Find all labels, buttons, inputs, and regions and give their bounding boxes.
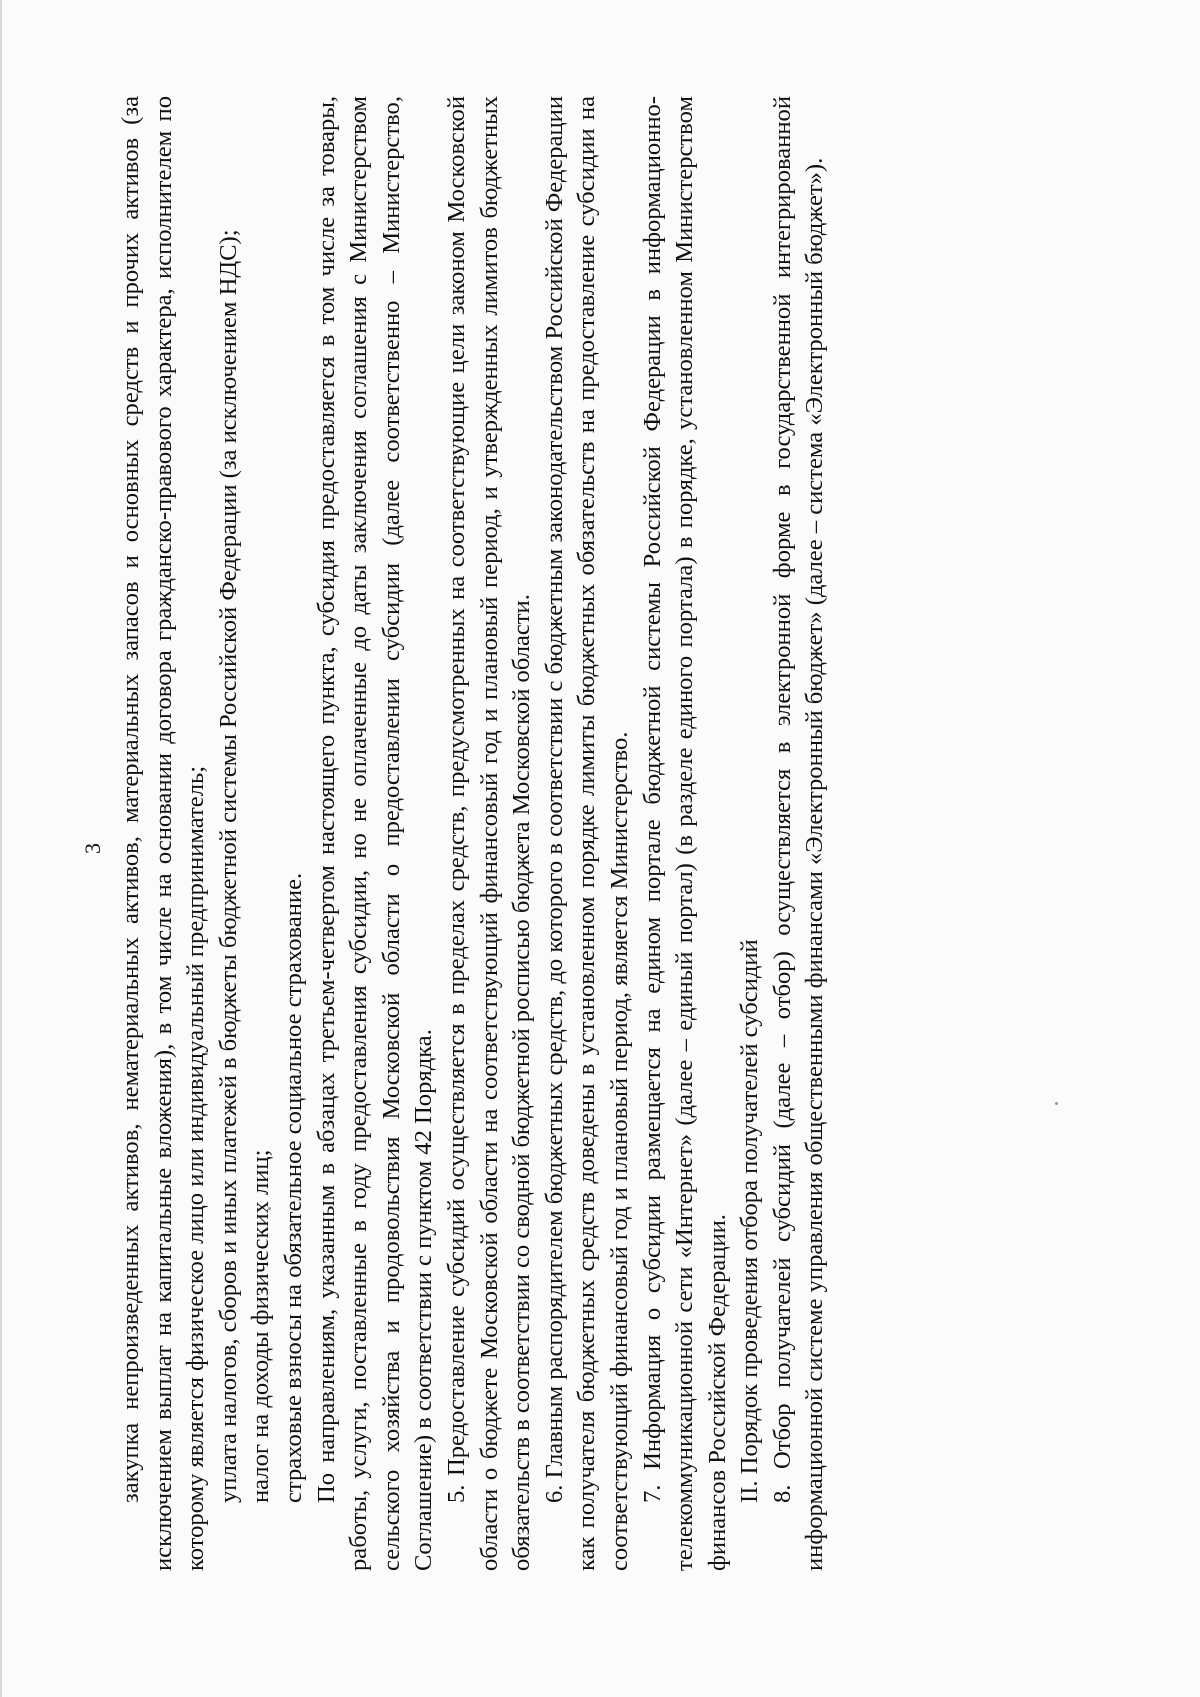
- document-body: [115, 96, 832, 1571]
- paragraph-purchase: закупка непроизведенных активов, нематериальных активов, материальных запасов и основных средств и прочих активов (за исключением выплат на капитальные вложения), в том числе на основании договора гражданско-правового характера, исполнителем по которому является физическое лицо или индивидуальный предприниматель;: [117, 96, 210, 1571]
- paragraph-taxes: уплата налогов, сборов и иных платежей в бюджеты бюджетной системы Российской Федерации (за исключением НДС);: [214, 229, 242, 1503]
- paragraph-8: 8. Отбор получателей субсидий (далее – отбор) осуществляется в электронной форме в государственной интегрированной информационной системе управления общественными финансами «Электронный бюджет» (далее – система «Электронный бюджет»).: [768, 96, 829, 1571]
- paragraph-income-tax: налог на доходы физических лиц;: [247, 1149, 275, 1503]
- paragraph-6: 6. Главным распорядителем бюджетных средств, до которого в соответствии с бюджетным законодательством Российской Федерации как получателя бюджетных средств доведены в установленном порядке лимиты бюджетных обязательств на предоставление субсидии на соответствующий финансовый год и плановый период, является Министерство.: [540, 96, 633, 1571]
- paragraph-insurance: страховые взносы на обязательное социальное страхование.: [279, 872, 307, 1503]
- paragraph-7: 7. Информация о субсидии размещается на едином портале бюджетной системы Российской Федерации в информационно-телекоммуникационной сети «Интернет» (далее – единый портал) (в разделе единого портала) в порядке, установленном Министерством финансов Российской Федерации.: [638, 96, 731, 1571]
- paragraph-directions: По направлениям, указанным в абзацах третьем-четвертом настоящего пункта, субсидия предоставляется в том числе за товары, работы, услуги, поставленные в году предоставления субсидии, но не оплаченные до даты заключения соглашения с Министерством сельского хозяйства и продовольствия Московской области о предоставлении субсидии (далее соответственно – Министерство, Соглашение) в соответствии с пунктом 42 Порядка.: [312, 96, 438, 1571]
- section-heading: II. Порядок проведения отбора получателей субсидий: [736, 939, 764, 1503]
- page-number: 3: [80, 843, 105, 854]
- paragraph-5: 5. Предоставление субсидий осуществляется в пределах средств, предусмотренных на соответствующие цели законом Московской области о бюджете Московской области на соответствующий финансовый год и плановый период, и утвержденных лимитов бюджетных обязательств в соответствии со сводной бюджетной росписью бюджета Московской области.: [442, 96, 536, 1571]
